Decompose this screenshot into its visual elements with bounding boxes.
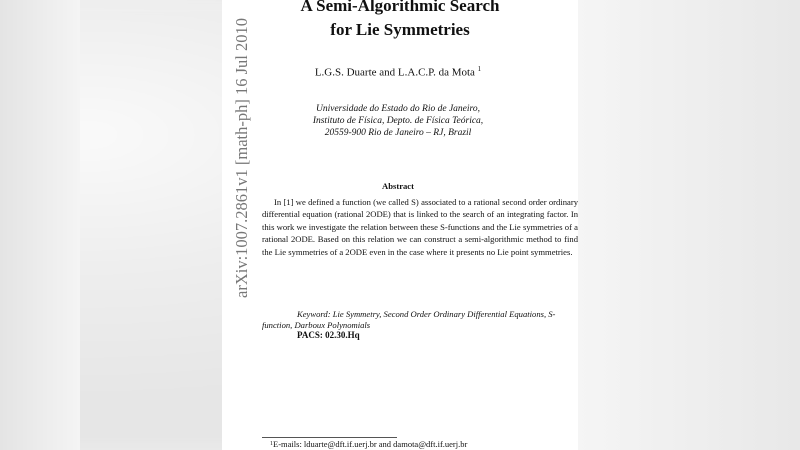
abstract-heading: Abstract <box>382 181 414 191</box>
footnote-mark: 1 <box>270 441 273 447</box>
affiliation-line-1: Universidade do Estado do Rio de Janeiro, <box>315 104 481 114</box>
paper-page <box>222 0 578 450</box>
arxiv-stamp: arXiv:1007.2861v1 [math-ph] 16 Jul 2010 <box>232 17 251 298</box>
affiliation-line-2: Instituto de Física, Depto. de Física Teórica, <box>312 116 484 126</box>
footnote-text: E-mails: lduarte@dft.if.uerj.br and damota@dft.if.uerj.br <box>273 439 468 449</box>
footnote-mark: 1 <box>477 65 482 73</box>
authors <box>200 65 596 79</box>
title-line-2: for Lie Symmetries <box>330 20 470 39</box>
pacs: PACS: 02.30.Hq <box>297 330 360 340</box>
keywords: Keyword: Lie Symmetry, Second Order Ordinary Differential Equations, S-function, Darboux Polynomials <box>262 309 556 330</box>
footnote <box>270 439 467 449</box>
title-line-1: A Semi-Algorithmic Search <box>300 0 500 15</box>
authors-text: L.G.S. Duarte and L.A.C.P. da Mota <box>314 66 475 79</box>
affiliation-line-3: 20559-900 Rio de Janeiro – RJ, Brazil <box>324 128 472 138</box>
left-margin <box>0 0 80 450</box>
abstract-text: In [1] we defined a function (we called S) associated to a rational second order ordinary differential equation (rational 2ODE) that is linked to the search of an integrating factor. In this work we investigate the relation between these S-functions and the Lie symmetries of a rational 2ODE. Based on this relation we can construct a semi-algorithmic method to find the Lie symmetries of a 2ODE even in the case where it presents no Lie point symmetries. <box>262 197 578 257</box>
right-margin <box>578 0 800 450</box>
footnote-rule <box>262 437 397 438</box>
